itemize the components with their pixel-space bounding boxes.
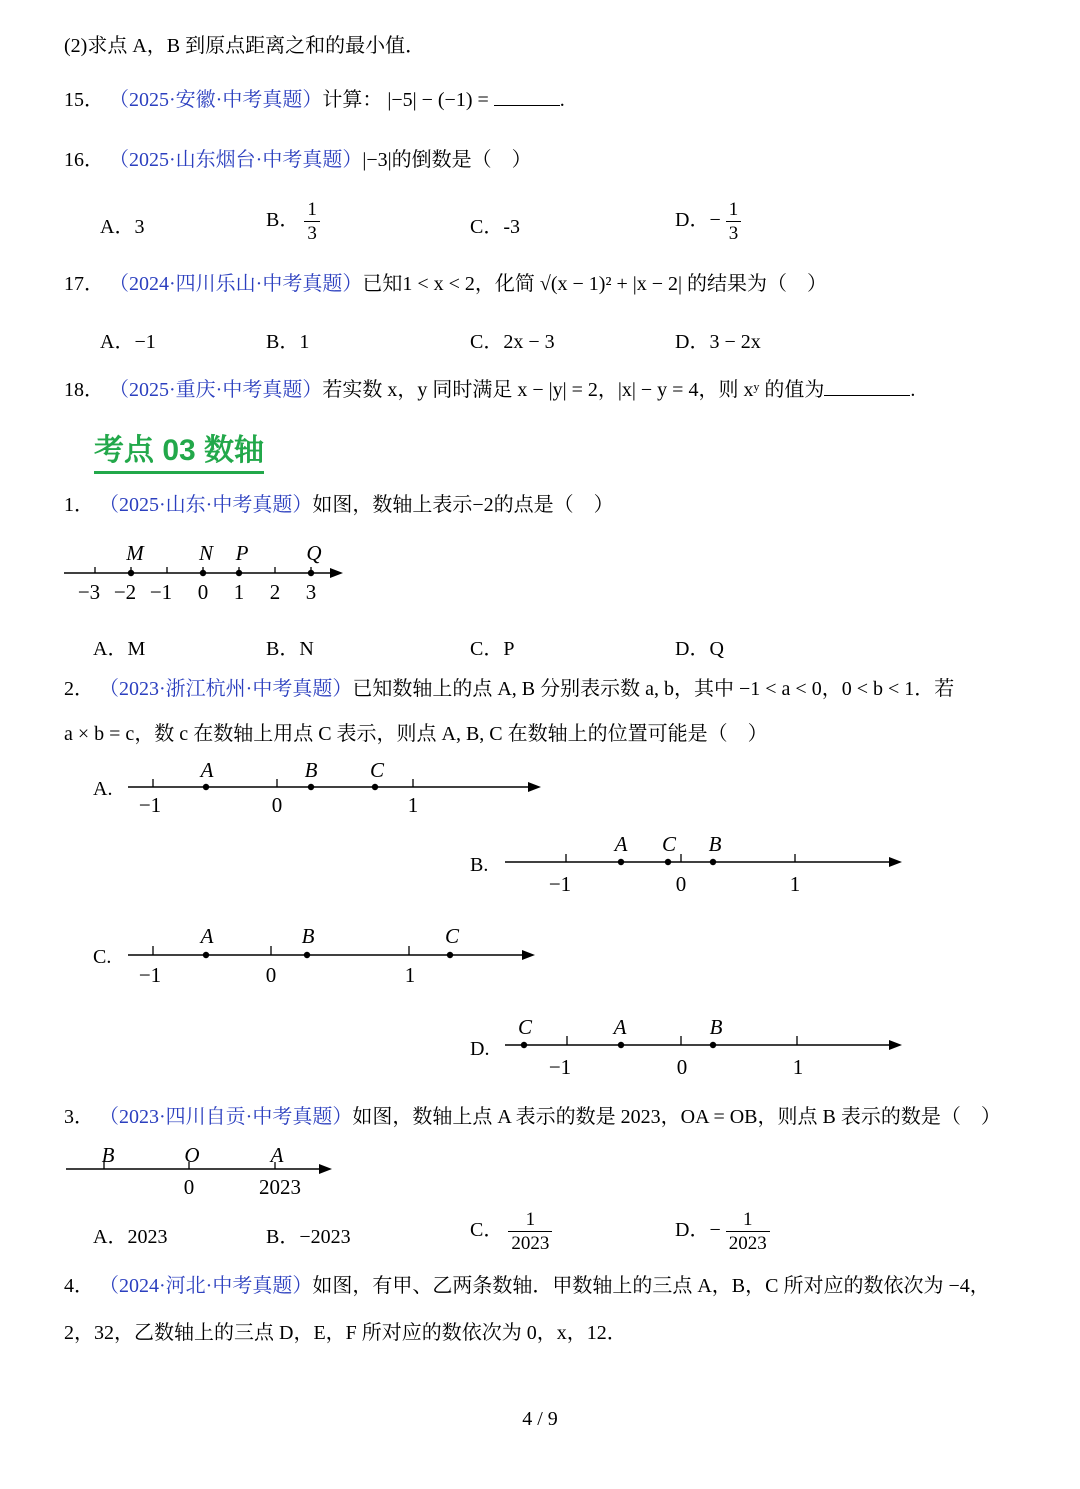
q16-option-b[interactable] xyxy=(266,198,320,245)
question-18 xyxy=(64,377,915,403)
frac-den: 3 xyxy=(307,223,317,244)
q16-option-a[interactable]: A．3 xyxy=(100,216,145,238)
p3-text: 如图，数轴上点 A 表示的数是 2023，OA = OB，则点 B 表示的数是（ ） xyxy=(352,1106,1001,1128)
p1-option-a[interactable]: A．M xyxy=(93,638,146,660)
tick-label: 0 xyxy=(197,580,209,604)
tick-label: −1 xyxy=(138,963,162,987)
p3-source: （2023·四川自贡·中考真题） xyxy=(99,1106,353,1128)
tick-label: 1 xyxy=(404,963,416,987)
p2-source: （2023·浙江杭州·中考真题） xyxy=(99,678,353,700)
p2-line1: 已知数轴上的点 A, B 分别表示数 a, b，其中 −1 < a < 0，0 < b < 1．若 xyxy=(352,678,955,700)
problem-2 xyxy=(64,676,954,702)
q15-source: （2025·安徽·中考真题） xyxy=(109,89,323,111)
p4-number: 4． xyxy=(64,1275,94,1297)
q18-number: 18． xyxy=(64,379,104,401)
p1-source: （2025·山东·中考真题） xyxy=(99,494,313,516)
q17-option-c[interactable]: C．2x − 3 xyxy=(470,331,555,353)
point-b: B xyxy=(708,832,722,856)
section-heading: 考点 03 数轴 xyxy=(94,432,264,474)
tick-label: 1 xyxy=(233,580,245,604)
p3-number: 3． xyxy=(64,1106,94,1128)
q17-source: （2024·四川乐山·中考真题） xyxy=(109,273,363,295)
p1-option-d[interactable]: D．Q xyxy=(675,638,724,660)
p2-option-d-label[interactable]: D. xyxy=(470,1038,490,1060)
frac-den: 2023 xyxy=(511,1233,550,1254)
q16-source: （2025·山东烟台·中考真题） xyxy=(109,149,363,171)
point-c: C xyxy=(444,924,460,948)
page-number: 4 / 9 xyxy=(522,1408,558,1430)
frac-den: 3 xyxy=(728,223,739,244)
question-15 xyxy=(64,87,565,113)
tick-label: −1 xyxy=(548,1055,572,1079)
point-a: A xyxy=(613,1015,627,1039)
p2-option-c-axis xyxy=(0,920,560,990)
p3-d-fraction xyxy=(726,1208,770,1255)
frac-num: 1 xyxy=(304,198,320,222)
tick-label: 1 xyxy=(792,1055,804,1079)
point-c: C xyxy=(661,832,677,856)
tick-label: −2 xyxy=(113,580,137,604)
tick-label: 2023 xyxy=(259,1175,301,1199)
q16-text: 的倒数是（ ） xyxy=(391,149,532,171)
point-a: A xyxy=(200,924,214,948)
point-b: B xyxy=(304,758,318,782)
frac-num: 1 xyxy=(508,1208,552,1232)
p3-option-c[interactable] xyxy=(470,1208,552,1255)
point-c: C xyxy=(369,758,385,782)
q18-source: （2025·重庆·中考真题） xyxy=(109,379,323,401)
p2-option-b-axis xyxy=(0,830,920,900)
axis-point-label: N xyxy=(198,541,214,565)
tick-label: −1 xyxy=(138,793,162,817)
tick-label: 0 xyxy=(183,1175,195,1199)
axis-point-label: Q xyxy=(306,541,322,565)
tick-label: 1 xyxy=(407,793,419,817)
q16-b-fraction xyxy=(304,198,320,245)
tick-label: 0 xyxy=(265,963,277,987)
p3-c-label: C． xyxy=(470,1219,504,1242)
point-a: A xyxy=(614,832,628,856)
problem-3 xyxy=(64,1104,1001,1130)
q15-end: . xyxy=(559,89,565,111)
q16-b-label: B． xyxy=(266,209,300,232)
p1-number-line xyxy=(0,530,400,610)
question-16 xyxy=(64,147,532,173)
q16-number: 16． xyxy=(64,149,104,171)
p3-option-d[interactable] xyxy=(675,1208,770,1255)
point-b: B xyxy=(301,924,315,948)
axis-point-label: M xyxy=(126,541,144,565)
point-label: B xyxy=(101,1143,115,1167)
q17-number: 17． xyxy=(64,273,104,295)
point-label: O xyxy=(184,1143,200,1167)
p2-line2: a × b = c，数 c 在数轴上用点 C 表示，则点 A, B, C 在数轴上的位置可能是（ ） xyxy=(64,723,768,745)
q17-post: 的结果为（ ） xyxy=(687,273,828,295)
problem-1 xyxy=(64,492,614,518)
q15-number: 15． xyxy=(64,89,104,111)
p4-line1: 如图，有甲、乙两条数轴．甲数轴上的三点 A，B，C 所对应的数依次为 −4， xyxy=(312,1275,990,1297)
q17-option-a[interactable]: A．−1 xyxy=(100,331,156,353)
p3-option-a[interactable]: A．2023 xyxy=(93,1226,168,1248)
p3-c-fraction xyxy=(508,1208,552,1255)
tick-label: 0 xyxy=(676,1055,688,1079)
q16-d-label: D．− xyxy=(675,209,721,232)
tick-label: 0 xyxy=(271,793,283,817)
p3-option-b[interactable]: B．−2023 xyxy=(266,1226,351,1248)
p1-option-c[interactable]: C．P xyxy=(470,638,515,660)
tick-label: 1 xyxy=(789,872,801,896)
point-c: C xyxy=(517,1015,533,1039)
axis-point-label: P xyxy=(235,541,249,565)
tick-label: −1 xyxy=(548,872,572,896)
q17-pre: 已知1 < x < 2，化简 xyxy=(362,273,535,295)
tick-label: 0 xyxy=(675,872,687,896)
point-label: A xyxy=(270,1143,284,1167)
p3-d-label: D．− xyxy=(675,1219,721,1242)
p3-number-line xyxy=(0,1138,360,1208)
p2-number: 2． xyxy=(64,678,94,700)
question-17 xyxy=(64,271,827,297)
q16-option-c[interactable]: C．-3 xyxy=(470,216,520,238)
tick-label: 3 xyxy=(305,580,317,604)
problem-4 xyxy=(64,1273,990,1299)
q18-blank[interactable] xyxy=(824,377,910,396)
p1-text: 如图，数轴上表示−2的点是（ ） xyxy=(312,494,614,516)
frac-den: 2023 xyxy=(728,1233,767,1254)
q17-expr: √(x − 1)² + |x − 2| xyxy=(539,273,683,295)
q14-part2: (2)求点 A，B 到原点距离之和的最小值． xyxy=(64,35,426,57)
p2-option-d-axis xyxy=(0,1012,920,1082)
p1-number: 1． xyxy=(64,494,94,516)
frac-num: 1 xyxy=(726,198,742,222)
q15-blank[interactable] xyxy=(494,87,560,106)
p4-source: （2024·河北·中考真题） xyxy=(99,1275,313,1297)
q16-option-d[interactable] xyxy=(675,198,741,245)
q18-end: . xyxy=(910,379,916,401)
q16-d-fraction xyxy=(726,198,742,245)
tick-label: −3 xyxy=(77,580,101,604)
p4-line2: 2，32，乙数轴上的三点 D，E，F 所对应的数依次为 0，x，12． xyxy=(64,1322,627,1344)
q15-expr: |−5| − (−1) = xyxy=(387,89,489,111)
q17-option-d[interactable]: D．3 − 2x xyxy=(675,331,761,353)
tick-label: −1 xyxy=(149,580,173,604)
q15-text: 计算： xyxy=(322,89,383,111)
point-b: B xyxy=(709,1015,723,1039)
point-a: A xyxy=(200,758,214,782)
q18-text: 若实数 x，y 同时满足 x − |y| = 2，|x| − y = 4，则 xʸ 的值为 xyxy=(322,379,825,401)
p2-option-a-axis xyxy=(0,755,560,825)
p2-option-a-label[interactable]: A. xyxy=(93,778,113,800)
q16-expr: |−3| xyxy=(362,149,392,171)
p1-option-b[interactable]: B．N xyxy=(266,638,314,660)
frac-num: 1 xyxy=(726,1208,770,1232)
tick-label: 2 xyxy=(269,580,281,604)
q17-option-b[interactable]: B．1 xyxy=(266,331,310,353)
p2-option-b-label[interactable]: B. xyxy=(470,854,489,876)
p2-option-c-label[interactable]: C. xyxy=(93,946,112,968)
